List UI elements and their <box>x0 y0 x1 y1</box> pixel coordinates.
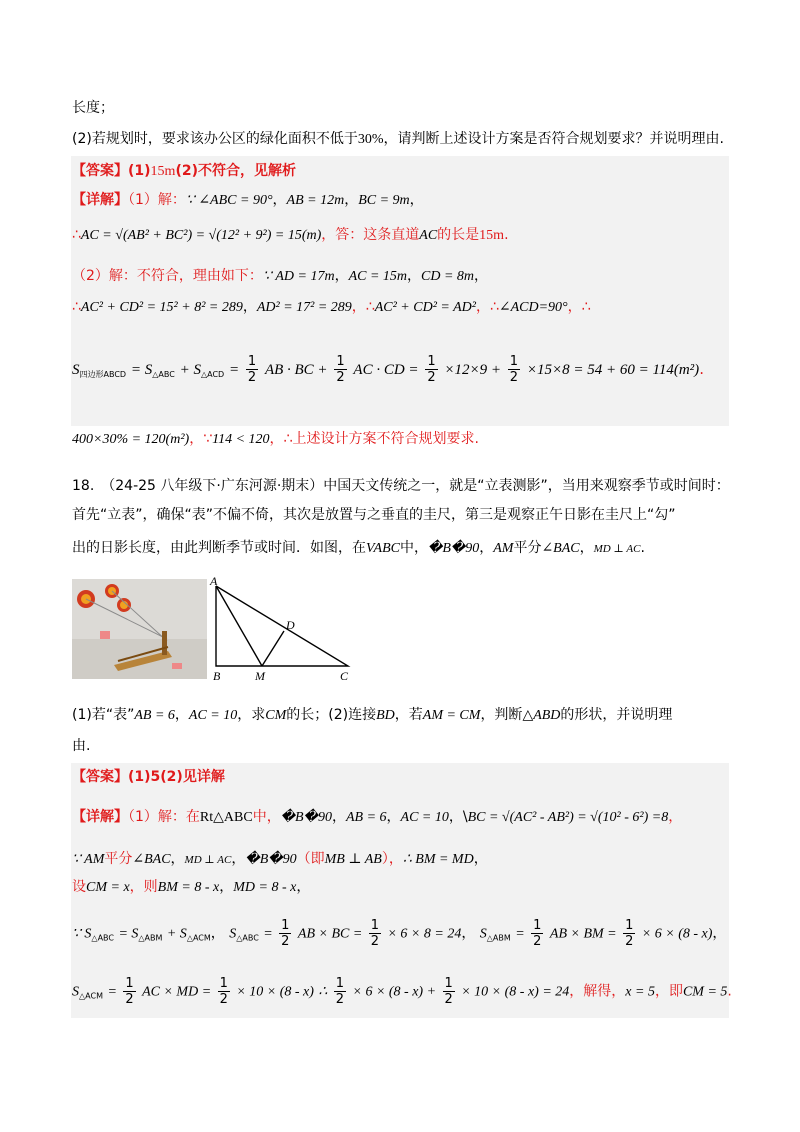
detail-17-step3: （2）解：不符合，理由如下：∵ AD = 17m，AC = 15m，CD = 8m， <box>72 268 489 284</box>
detail-17-area-formula: $S_{四边形ABCD} = S_{\triangle ABC} + S_{\triangle ACD}$ = $\frac{1}{2}$ AB · BC + $\frac{1}{2}$ AC · CD = $\frac{1}{2}$ ×12×9 + $\frac{1}{2}$ ×15×8 = 54 + 60 = 114(m²). <box>72 354 704 385</box>
fraction-half: $\frac{1}{2}$ <box>509 354 519 385</box>
detail-18-step4: ∵ $S_{\triangle ABC} = S_{\triangle ABM} + S_{\triangle ACM}$， $S_{\triangle ABC}$ = $\frac{1}{2}$ AB × BC = $\frac{1}{2}$ × 6 × 8 = 24， $S_{\triangle ABM}$ = $\frac{1}{2}$ AB × BM = $\frac{1}{2}$ × 6 × (8 - x)， <box>72 918 727 949</box>
fraction-half: $\frac{1}{2}$ <box>335 976 345 1007</box>
label-m: M <box>255 669 265 683</box>
fraction-half: $\frac{1}{2}$ <box>427 354 436 385</box>
text-line: 长度； <box>72 100 114 116</box>
fraction-half: $\frac{1}{2}$ <box>219 976 228 1007</box>
segment-am <box>216 586 262 666</box>
fraction-half: $\frac{1}{2}$ <box>625 918 634 949</box>
triangle-diagram <box>208 574 356 686</box>
detail-18-step5: $S_{\triangle ACM}$ = $\frac{1}{2}$ AC × MD = $\frac{1}{2}$ × 10 × (8 - x) ∴ $\frac{1}{2}$ × 6 × (8 - x) + $\frac{1}{2}$ × 10 × (8 - x) = 24，解得，x = 5，即CM = 5. <box>72 976 732 1007</box>
fraction-half: $\frac{1}{2}$ <box>247 354 257 385</box>
answer-17: 【答案】(1)15m(2)不符合，见解析 <box>72 163 296 179</box>
detail-17-step4: ∴AC² + CD² = 15² + 8² = 289，AD² = 17² = 289，∴AC² + CD² = AD²，∴∠ACD=90°，∴ <box>72 299 591 315</box>
question-18-sub-end: 由. <box>72 738 91 754</box>
question-2: (2)若规划时，要求该办公区的绿化面积不低于30%，请判断上述设计方案是否符合规划要求？并说明理由. <box>72 131 724 147</box>
detail-18-step3: 设CM = x，则BM = 8 - x，MD = 8 - x， <box>72 879 311 895</box>
question-18-line2: 首先“立表”，确保“表”不偏不倚，其次是放置与之垂直的圭尺，第三是观察正午日影在圭尺上“勾” <box>72 507 676 523</box>
detail-18-step2: ∵ AM平分∠BAC，MD ⊥ AC，�B�90（即MB ⊥ AB），∴ BM = MD， <box>72 851 488 867</box>
sundial-photo <box>72 579 207 679</box>
label-b: B <box>213 669 221 683</box>
label-tag <box>100 631 110 639</box>
label-d: D <box>286 618 295 632</box>
triangle-abc <box>216 586 348 666</box>
detail-17-step1: 【详解】（1）解：∵ ∠ABC = 90°，AB = 12m，BC = 9m， <box>72 192 424 208</box>
fraction-half: $\frac{1}{2}$ <box>281 918 290 949</box>
question-18-line3: 出的日影长度，由此判断季节或时间．如图，在VABC中，�B�90，AM平分∠BAC，MD ⊥ AC. <box>72 540 645 556</box>
fraction-half: $\frac{1}{2}$ <box>444 976 453 1007</box>
label-a: A <box>210 574 218 588</box>
fraction-half: $\frac{1}{2}$ <box>370 918 380 949</box>
detail-17-step2: ∴AC = √(AB² + BC²) = √(12² + 9²) = 15(m)，答：这条直道AC的长是15m. <box>72 227 509 243</box>
answer-18: 【答案】(1)5(2)见详解 <box>72 769 225 785</box>
question-18-line1: 18. （24-25 八年级下·广东河源·期末）中国天文传统之一，就是“立表测影”，当用来观察季节或时间时： <box>72 478 730 494</box>
detail-17-conclusion: 400×30% = 120(m²)，∵114 < 120，∴上述设计方案不符合规划要求. <box>72 431 479 447</box>
detail-18-step1: 【详解】（1）解：在Rt△ABC中，�B�90，AB = 6，AC = 10，\BC = √(AC² - AB²) = √(10² - 6²) =8， <box>72 809 683 825</box>
question-18-sub: (1)若“表”AB = 6，AC = 10，求CM的长；(2)连接BD，若AM = CM，判断△ABD的形状，并说明理 <box>72 707 673 723</box>
fraction-half: $\frac{1}{2}$ <box>533 918 542 949</box>
segment-md <box>262 631 284 666</box>
fraction-half: $\frac{1}{2}$ <box>125 976 134 1007</box>
label-c: C <box>340 669 349 683</box>
fraction-half: $\frac{1}{2}$ <box>336 354 345 385</box>
